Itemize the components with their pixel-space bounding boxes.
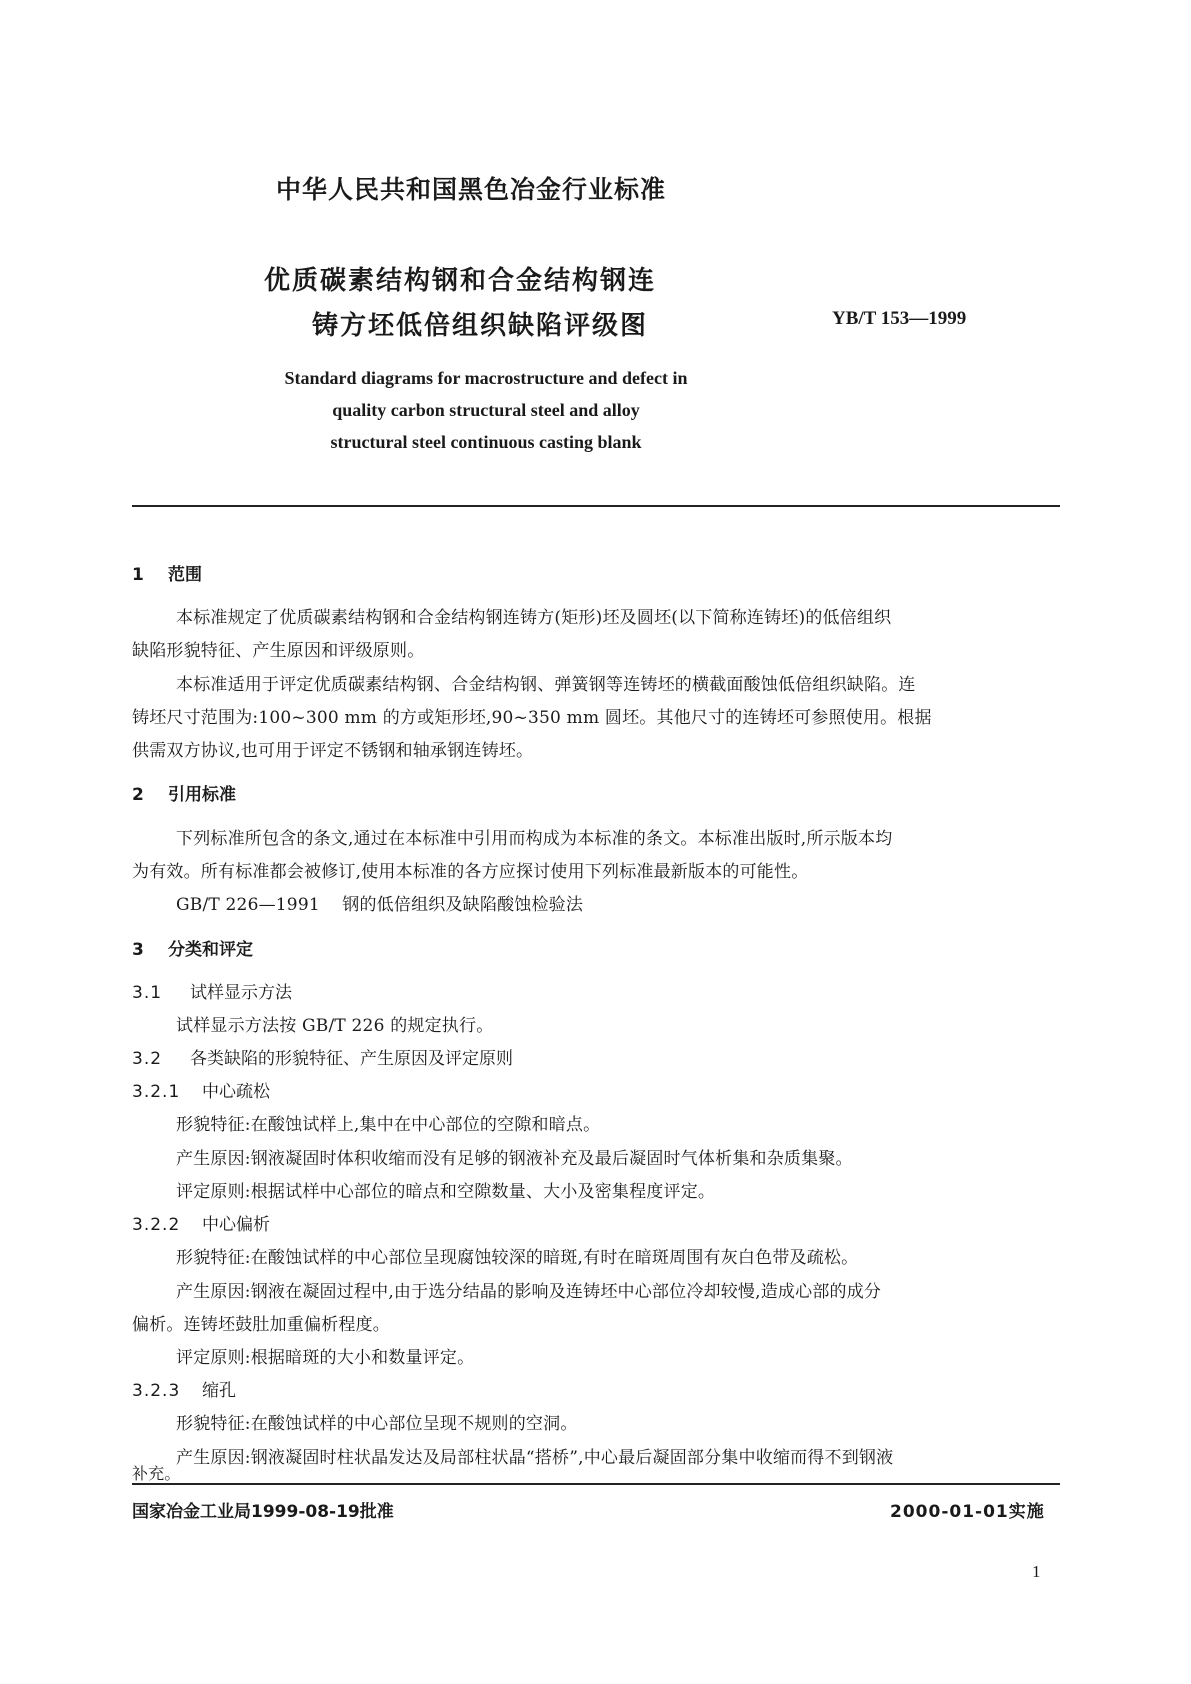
paragraph-line: 本标准适用于评定优质碳素结构钢、合金结构钢、弹簧钢等连铸坯的横截面酸蚀低倍组织缺陷。连: [176, 675, 916, 695]
issuing-organization: 中华人民共和国黑色冶金行业标准: [276, 175, 667, 204]
subsection-title: 各类缺陷的形貌特征、产生原因及评定原则: [190, 1049, 513, 1069]
section-title: 范围: [168, 565, 202, 585]
paragraph-line: 缺陷形貌特征、产生原因和评级原则。: [132, 641, 425, 661]
paragraph-line: 下列标准所包含的条文,通过在本标准中引用而构成为本标准的条文。本标准出版时,所示版本均: [176, 829, 893, 849]
subsection-number: 3.2: [132, 1049, 163, 1069]
subsection-title: 中心疏松: [202, 1082, 270, 1102]
document-title-line2: 铸方坯低倍组织缺陷评级图: [312, 311, 649, 341]
paragraph-line: 形貌特征:在酸蚀试样的中心部位呈现腐蚀较深的暗斑,有时在暗斑周围有灰白色带及疏松。: [176, 1248, 859, 1268]
section-number: 2: [132, 785, 144, 805]
subsection-3-2-2-heading: [132, 1210, 270, 1235]
section-3-heading: [132, 935, 253, 960]
section-number: 3: [132, 940, 144, 960]
paragraph-line: 形貌特征:在酸蚀试样的中心部位呈现不规则的空洞。: [176, 1414, 578, 1434]
subsection-number: 3.1: [132, 983, 163, 1003]
paragraph-line: 为有效。所有标准都会被修订,使用本标准的各方应探讨使用下列标准最新版本的可能性。: [132, 862, 809, 882]
subsection-number: 3.2.2: [132, 1215, 181, 1235]
paragraph-line: 产生原因:钢液凝固时柱状晶发达及局部柱状晶“搭桥”,中心最后凝固部分集中收缩而得不到钢液: [176, 1448, 894, 1468]
subsection-3-2-3-heading: [132, 1376, 236, 1401]
subsection-title: 中心偏析: [202, 1215, 270, 1235]
section-2-heading: [132, 780, 236, 805]
subsection-number: 3.2.3: [132, 1381, 181, 1401]
paragraph-line: 评定原则:根据试样中心部位的暗点和空隙数量、大小及密集程度评定。: [176, 1182, 716, 1202]
paragraph-line: 补充。: [132, 1464, 181, 1483]
section-1-heading: [132, 560, 202, 585]
section-number: 1: [132, 565, 144, 585]
subsection-3-2-1-heading: [132, 1077, 270, 1102]
english-title-line2: quality carbon structural steel and alloy: [332, 400, 640, 420]
paragraph-line: 供需双方协议,也可用于评定不锈钢和轴承钢连铸坯。: [132, 741, 534, 761]
english-title-line3: structural steel continuous casting blank: [330, 432, 642, 452]
page-number: 1: [1032, 1562, 1041, 1581]
approval-date: 国家冶金工业局1999-08-19批准: [132, 1502, 394, 1522]
standard-code: YB/T 153—1999: [832, 308, 967, 329]
subsection-title: 试样显示方法: [190, 983, 292, 1003]
subsection-title: 缩孔: [202, 1381, 236, 1401]
paragraph-line: 评定原则:根据暗斑的大小和数量评定。: [176, 1348, 475, 1368]
paragraph-line: 形貌特征:在酸蚀试样上,集中在中心部位的空隙和暗点。: [176, 1115, 601, 1135]
header-divider: [132, 505, 1060, 507]
english-title-line1: Standard diagrams for macrostructure and defect in: [284, 368, 688, 388]
paragraph-line: 本标准规定了优质碳素结构钢和合金结构钢连铸方(矩形)坯及圆坯(以下简称连铸坯)的低倍组织: [176, 608, 892, 628]
document-title-line1: 优质碳素结构钢和合金结构钢连: [264, 266, 657, 296]
normative-reference: GB/T 226—1991 钢的低倍组织及缺陷酸蚀检验法: [176, 895, 584, 915]
section-title: 分类和评定: [168, 940, 253, 960]
paragraph-line: 产生原因:钢液在凝固过程中,由于选分结晶的影响及连铸坯中心部位冷却较慢,造成心部的成分: [176, 1282, 882, 1302]
paragraph-line: 偏析。连铸坯鼓肚加重偏析程度。: [132, 1315, 390, 1335]
effective-date: 2000-01-01实施: [890, 1502, 1045, 1522]
footer-divider: [132, 1483, 1060, 1485]
section-title: 引用标准: [168, 785, 236, 805]
paragraph-line: 产生原因:钢液凝固时体积收缩而没有足够的钢液补充及最后凝固时气体析集和杂质集聚。: [176, 1149, 853, 1169]
subsection-3-1-heading: [132, 978, 292, 1003]
paragraph-line: 试样显示方法按 GB/T 226 的规定执行。: [176, 1016, 494, 1036]
subsection-3-2-heading: [132, 1044, 513, 1069]
subsection-number: 3.2.1: [132, 1082, 181, 1102]
paragraph-line: 铸坯尺寸范围为:100~300 mm 的方或矩形坯,90~350 mm 圆坯。其他尺寸的连铸坯可参照使用。根据: [132, 708, 932, 728]
